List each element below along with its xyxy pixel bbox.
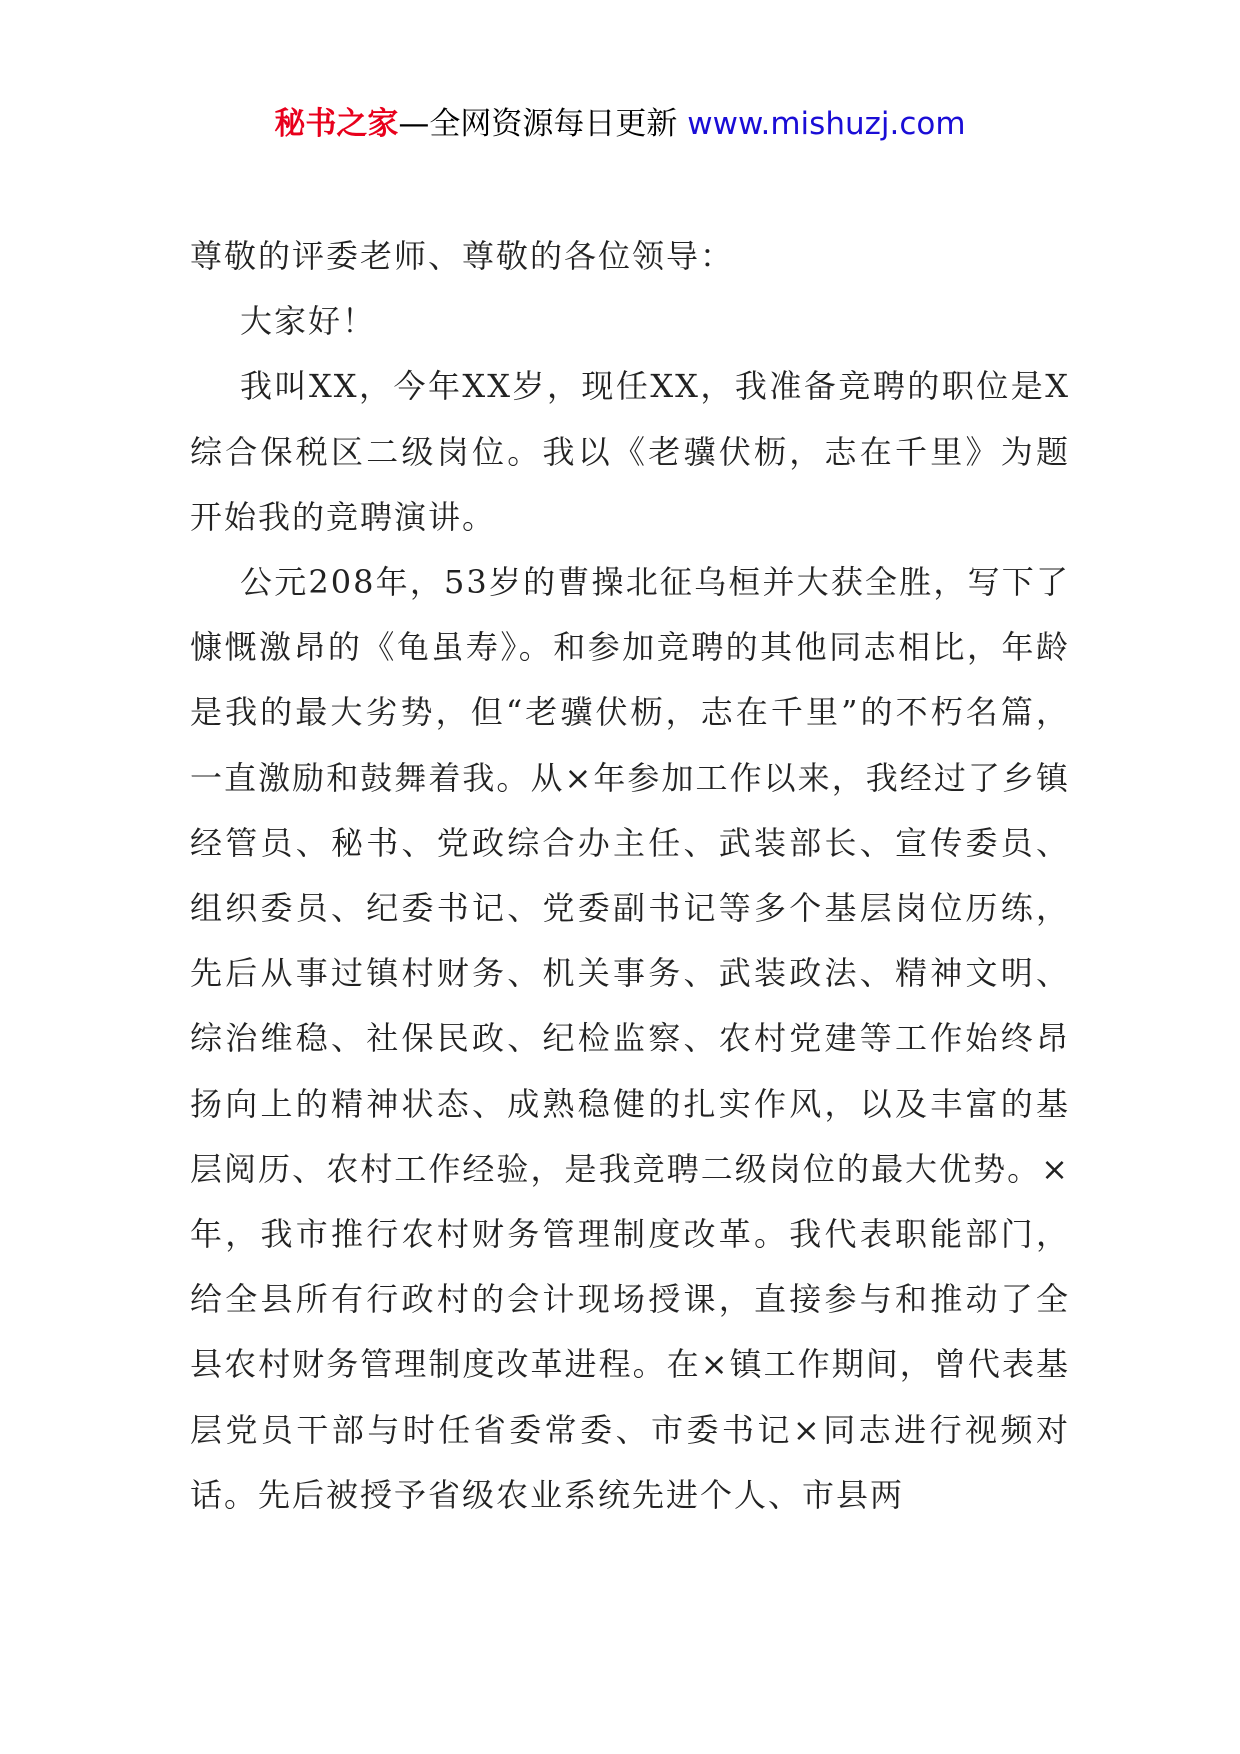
salutation: 尊敬的评委老师、尊敬的各位领导： (190, 237, 735, 275)
paragraph-intro: 我叫XX，今年XX岁，现任XX，我准备竞聘的职位是X综合保税区二级岗位。我以《老骥伏枥，志在千里》为题开始我的竞聘演讲。 (190, 367, 1070, 536)
website-link[interactable]: www.mishuzj.com (687, 106, 966, 142)
brand-name: 秘书之家 (274, 106, 399, 142)
header-slogan: —全网资源每日更新 (398, 106, 688, 142)
greeting: 大家好！ (240, 302, 377, 341)
paragraph-experience: 公元208年，53岁的曹操北征乌桓并大获全胜，写下了慷慨激昂的《龟虽寿》。和参加竞聘的其他同志相比，年龄是我的最大劣势，但“老骥伏枥，志在千里”的不朽名篇，一直激励和鼓舞着我。从×年参加工作以来，我经过了乡镇经管员、秘书、党政综合办主任、武装部长、宣传委员、组织委员、纪委书记、党委副书记等多个基层岗位历练，先后从事过镇村财务、机关事务、武装政法、精神文明、综治维稳、社保民政、纪检监察、农村党建等工作始终昂扬向上的精神状态、成熟稳健的扎实作风，以及丰富的基层阅历、农村工作经验，是我竞聘二级岗位的最大优势。×年，我市推行农村财务管理制度改革。我代表职能部门，给全县所有行政村的会计现场授课，直接参与和推动了全县农村财务管理制度改革进程。在×镇工作期间，曾代表基层党员干部与时任省委常委、市委书记×同志进行视频对话。先后被授予省级农业系统先进个人、市县两 (190, 563, 1070, 1514)
document-body (190, 224, 1070, 1528)
page-header (0, 100, 1240, 148)
